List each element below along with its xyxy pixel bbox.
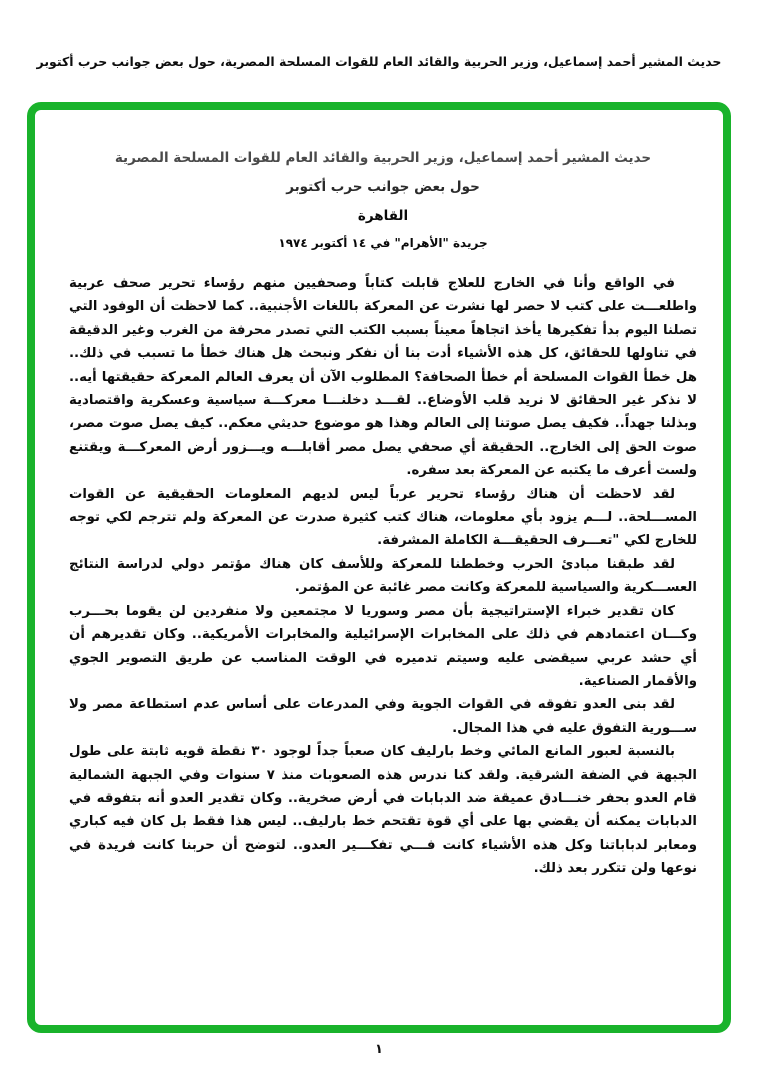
document-source-line: جريدة "الأهرام" في ١٤ أكتوبر ١٩٧٤ bbox=[278, 236, 488, 250]
document-subtitle: حول بعض جوانب حرب أكتوبر bbox=[286, 179, 480, 195]
paragraph: كان تقدير خبراء الإستراتيجية بأن مصر وسوريا لا مجتمعين ولا منفردين لن يقوما بحـــرب وكـــان اعتمادهم في ذلك على المخابرات الإسرائيلية والمخابرات الأمريكية.. وكان تقديرهم أن أي حشد عربي سيقضى عليه وسيتم تدميره في الوقت المناسب عن طريق التصوير الجوي والأقمار الصناعية. bbox=[69, 603, 697, 689]
paragraph: لقد بنى العدو تفوقه في القوات الجوية وفي المدرعات على أساس عدم استطاعة مصر ولا ســـورية التفوق عليه في هذا المجال. bbox=[69, 697, 697, 736]
document-title: حديث المشير أحمد إسماعيل، وزير الحربية والقائد العام للقوات المسلحة المصرية bbox=[114, 150, 652, 166]
paragraph: بالنسبة لعبور المانع المائي وخط بارليف كان صعباً جداً لوجود ٣٠ نقطة قويه ثابتة على طول الجبهة في الضفة الشرقية. ولقد كنا ندرس هذه الصعوبات منذ ٧ سنوات وفي الجبهة الشمالية قام العدو بحفر خنـــادق عميقة ضد الدبابات في أرض صخرية.. وكان تقدير العدو أنه بتفوقه في الدبابات يمكنه أن يقضي بها على أي قوة تقتحم خط بارليف.. ليس هذا فقط بل كان فيه كباري ومعابر لدباباتنا وكل هذه الأشياء كانت فـــي تفكـــير العدو.. لتوضح أن حربنا كانت فريدة في نوعها ولن تتكرر بعد ذلك. bbox=[69, 744, 697, 877]
running-header: حديث المشير أحمد إسماعيل، وزير الحربية والقائد العام للقوات المسلحة المصرية، حول بعض جوانب حرب أكتوبر bbox=[36, 54, 722, 69]
green-border-frame bbox=[27, 102, 731, 1033]
paragraph: في الواقع وأنا في الخارج للعلاج قابلت كتاباً وصحفيين منهم رؤساء تحرير صحف عربية واطلعـــت على كتب لا حصر لها نشرت عن المعركة باللغات الأجنبية.. كما لاحظت أن الوفود التي تصلنا اليوم بدأ تفكيرها يأخذ اتجاهاً معيناً بسبب الكتب التي تصدر محرفة من الغرب وغير الدقيقة في تناولها للحقائق، كل هذه الأشياء أدت بنا أن نفكر ونبحث هل هناك خطأ ما تسبب في ذلك.. هل خطأ القوات المسلحة أم خطأ الصحافة؟ المطلوب الآن أن يعرف العالم المعركة حقيقتها أيه.. لا نذكر غير الحقائق لا نريد قلب الأوضاع.. لقـــد دخلنـــا معركـــة سياسية وعسكرية واقتصادية وبذلنا جهداً.. فكيف يصل صوتنا إلى العالم وهذا هو موضوع حديثي معكم.. كيف يصل صوت مصر، صوت الحق إلى الخارج.. الحقيقة أي صحفي يصل مصر أقابلـــه ويـــزور أرض المعركـــة ويقتنع ولست أعرف ما يكتبه عن المعركة بعد سفره. bbox=[69, 276, 697, 479]
document-body bbox=[69, 272, 697, 881]
paragraph: لقد لاحظت أن هناك رؤساء تحرير عرباً ليس لديهم المعلومات الحقيقية عن القوات المســـلحة.. لـــم يزود بأي معلومات، هناك كتب كثيرة صدرت عن المعركة ولم تترجم لكي توجه للخارج لكي "تعـــرف الحقيقـــة الكاملة المشرفة. bbox=[69, 486, 697, 549]
paragraph: لقد طبقنا مبادئ الحرب وخططنا للمعركة وللأسف كان هناك مؤتمر دولي لدراسة النتائج العســـكرية والسياسية للمعركة وكانت مصر غائبة عن المؤتمر. bbox=[69, 556, 697, 596]
document-content bbox=[35, 110, 723, 1025]
document-location: القاهرة bbox=[357, 208, 409, 224]
page-number: ١ bbox=[375, 1042, 383, 1057]
